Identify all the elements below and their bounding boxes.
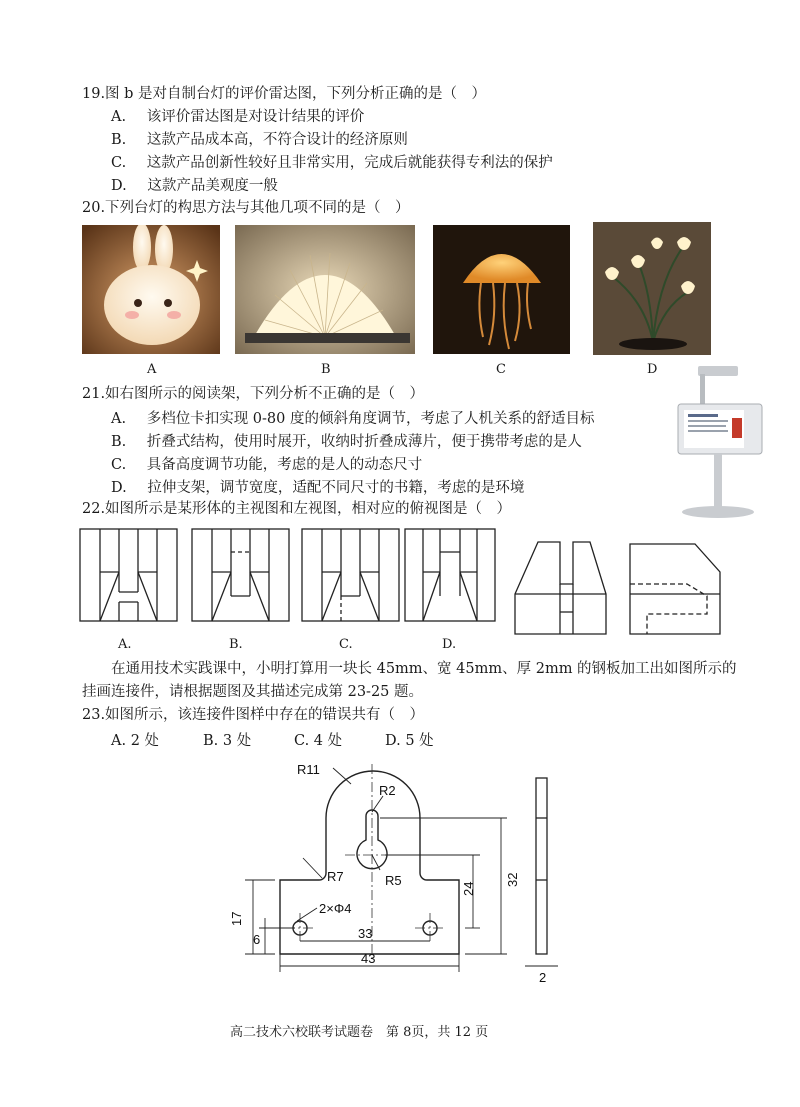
option-label: B. [111, 132, 127, 148]
q20-caption-b: B [321, 362, 331, 377]
q21-option-c [111, 455, 422, 475]
option-label: A. [111, 411, 127, 427]
q21-option-d [111, 478, 524, 498]
option-text: 这款产品创新性较好且非常实用，完成后就能获得专利法的保护 [146, 155, 553, 171]
top-view-option-d [405, 529, 495, 621]
dim-r2: R2 [379, 783, 396, 798]
page-footer: 高二技术六校联考试题卷 第 8页，共 12 页 [230, 1025, 489, 1040]
q20-caption-c: C [496, 362, 506, 377]
option-text: 拉伸支架，调节宽度，适配不同尺寸的书籍，考虑的是环境 [147, 480, 525, 496]
q20-caption-a: A [147, 362, 157, 377]
option-text: 折叠式结构，使用时展开，收纳时折叠成薄片，便于携带考虑的是人 [146, 434, 582, 450]
dim-2: 2 [539, 970, 547, 985]
option-label: C. [111, 155, 127, 171]
dim-32: 32 [505, 872, 520, 887]
dim-r5: R5 [385, 873, 402, 888]
option-text: 这款产品成本高，不符合设计的经济原则 [146, 132, 408, 148]
dim-43: 43 [361, 951, 376, 966]
q19-option-d [111, 176, 278, 196]
q20-stem: 20.下列台灯的构思方法与其他几项不同的是（ ） [82, 200, 410, 216]
top-view-option-b [192, 529, 289, 621]
option-label: A. [111, 109, 127, 125]
q22-caption-d: D. [442, 637, 457, 652]
projection-views [70, 524, 730, 644]
q23-option-d: D. 5 处 [385, 733, 434, 749]
dim-r11: R11 [297, 762, 320, 777]
option-text: 多档位卡扣实现 0-80 度的倾斜角度调节，考虑了人机关系的舒适目标 [146, 411, 595, 427]
dim-r7: R7 [327, 869, 344, 884]
q20-caption-d: D [647, 362, 658, 377]
dim-33: 33 [358, 926, 373, 941]
reading-stand-photo [670, 362, 768, 524]
q21-stem: 21.如右图所示的阅读架，下列分析不正确的是（ ） [82, 386, 425, 402]
dim-24: 24 [461, 881, 476, 896]
front-view [515, 542, 606, 634]
q21-option-b [111, 432, 582, 452]
q23-option-c: C. 4 处 [294, 733, 343, 749]
option-text: 该评价雷达图是对设计结果的评价 [146, 109, 365, 125]
left-view [630, 544, 720, 634]
q23-stem: 23.如图所示，该连接件图样中存在的错误共有（ ） [82, 707, 425, 723]
q21-option-a [111, 409, 595, 429]
lamp-photo-flowers [593, 222, 711, 355]
q22-caption-c: C. [339, 637, 353, 652]
option-label: D. [111, 480, 127, 496]
option-text: 这款产品美观度一般 [147, 178, 278, 194]
q22-caption-b: B. [229, 637, 243, 652]
q22-caption-a: A. [118, 637, 132, 652]
option-label: D. [111, 178, 127, 194]
intro-line-1: 在通用技术实践课中，小明打算用一块长 45mm、宽 45mm、厚 2mm 的钢板加工出如图所示的 [111, 661, 737, 677]
intro-line-2: 挂画连接件，请根据题图及其描述完成第 23-25 题。 [82, 684, 424, 700]
option-text: 具备高度调节功能，考虑的是人的动态尺寸 [146, 457, 423, 473]
lamp-photo-jellyfish [433, 225, 570, 354]
top-view-option-c [302, 529, 399, 621]
q23-option-b: B. 3 处 [203, 733, 252, 749]
q23-option-a: A. 2 处 [111, 733, 160, 749]
option-label: B. [111, 434, 127, 450]
q19-option-a [111, 107, 364, 127]
q19-option-c [111, 153, 553, 173]
option-label: C. [111, 457, 127, 473]
q19-stem: 19.图 b 是对自制台灯的评价雷达图，下列分析正确的是（ ） [82, 86, 487, 102]
q19-option-b [111, 130, 408, 150]
dim-6: 6 [253, 932, 261, 947]
lamp-photo-book [235, 225, 415, 354]
q22-stem: 22.如图所示是某形体的主视图和左视图，相对应的俯视图是（ ） [82, 501, 512, 517]
dim-17: 17 [229, 911, 244, 926]
top-view-option-a [80, 529, 177, 621]
dim-2xphi4: 2×Φ4 [319, 901, 352, 916]
connector-drawing [215, 758, 575, 988]
lamp-photo-bunny [82, 225, 220, 354]
